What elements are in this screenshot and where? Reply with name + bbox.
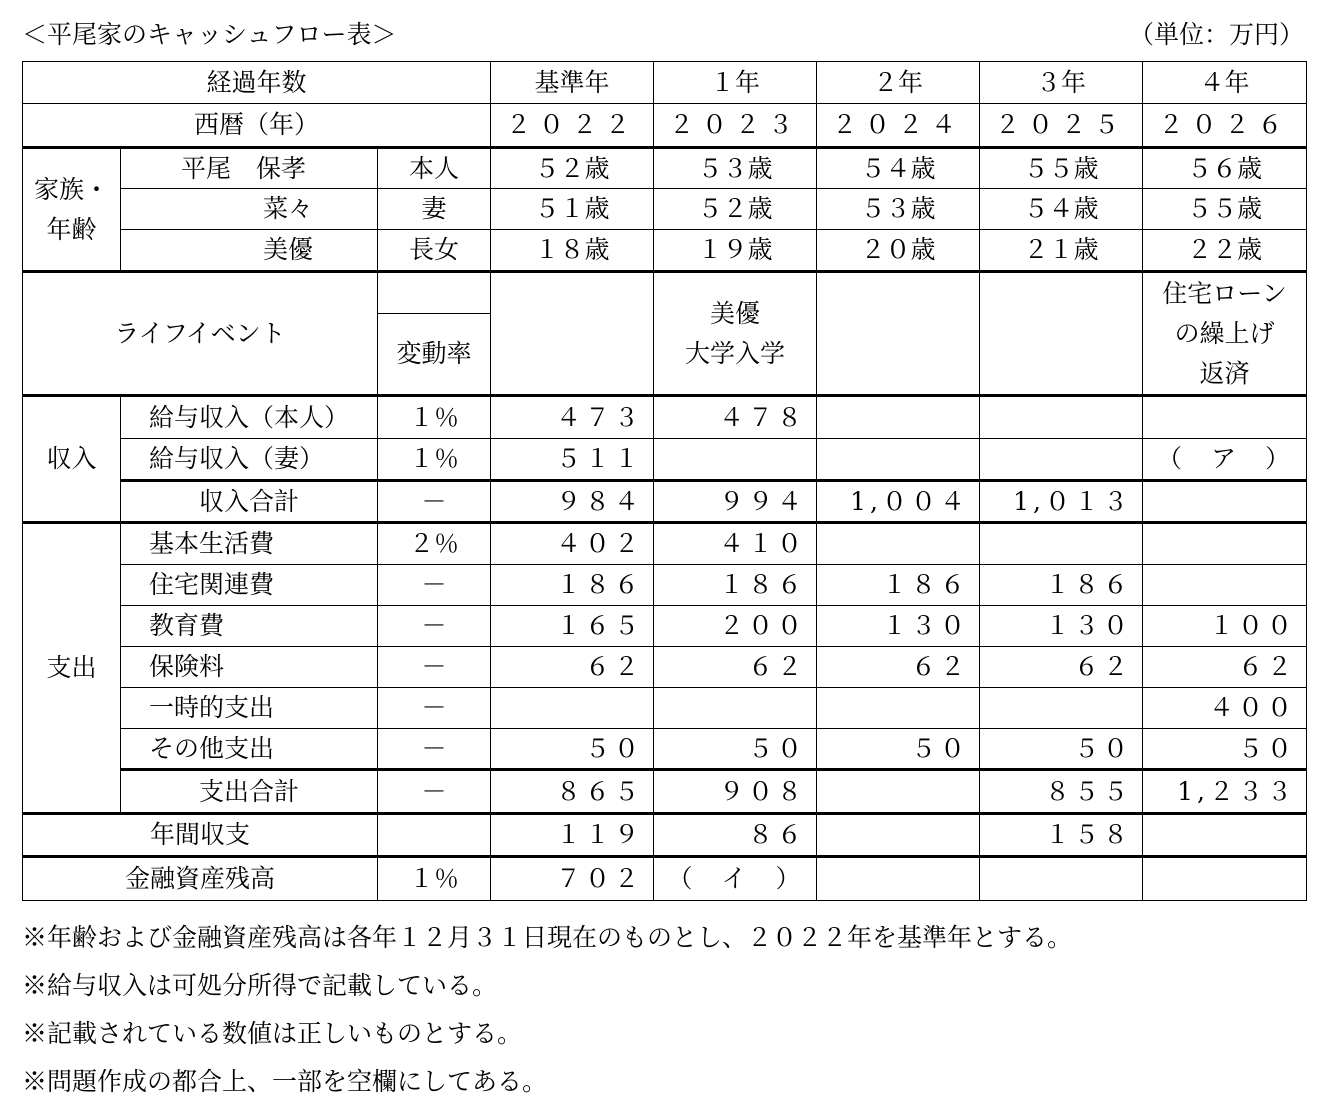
row-label: 年間収支 — [23, 814, 378, 857]
value-cell — [1143, 857, 1307, 901]
value-cell: ６２ — [654, 647, 817, 688]
life-event-cell — [491, 272, 654, 396]
member-relation: 妻 — [378, 189, 491, 230]
notes — [22, 914, 1072, 1106]
year-cell: ２０２６ — [1143, 104, 1307, 148]
cashflow-table — [22, 61, 1307, 901]
row-label: その他支出 — [121, 729, 378, 770]
rate-cell: － — [378, 770, 491, 814]
family-row — [23, 189, 1307, 230]
income-row — [23, 439, 1307, 481]
note-line: ※記載されている数値は正しいものとする。 — [22, 1019, 523, 1048]
age-cell: ２０歳 — [817, 230, 980, 272]
rate-cell: － — [378, 481, 491, 523]
row-label: 住宅関連費 — [121, 565, 378, 606]
value-cell: １００ — [1143, 606, 1307, 647]
answer-a-cell: （ ア ） — [1143, 439, 1307, 481]
value-cell: 1,００４ — [817, 481, 980, 523]
rate-label: 変動率 — [378, 314, 491, 396]
value-cell — [817, 814, 980, 857]
elapsed-cell: １年 — [654, 62, 817, 104]
value-cell — [1143, 396, 1307, 439]
value-cell: ２００ — [654, 606, 817, 647]
value-cell — [817, 439, 980, 481]
elapsed-years-row — [23, 62, 1307, 104]
year-cell: ２０２４ — [817, 104, 980, 148]
rate-spacer — [378, 272, 491, 314]
value-cell: ９９４ — [654, 481, 817, 523]
rate-cell: － — [378, 688, 491, 729]
life-event-text: 住宅ローン の繰上げ 返済 — [1162, 278, 1287, 388]
value-cell: ９０８ — [654, 770, 817, 814]
value-cell: １１９ — [491, 814, 654, 857]
value-cell — [980, 396, 1143, 439]
age-cell: ５４歳 — [817, 148, 980, 189]
value-cell — [980, 857, 1143, 901]
value-cell — [654, 439, 817, 481]
member-relation: 本人 — [378, 148, 491, 189]
elapsed-cell: ３年 — [980, 62, 1143, 104]
rate-cell: － — [378, 729, 491, 770]
age-cell: ５６歳 — [1143, 148, 1307, 189]
age-cell: ５５歳 — [1143, 189, 1307, 230]
value-cell — [1143, 565, 1307, 606]
member-name: 菜々 — [121, 189, 378, 230]
member-name: 平尾 保孝 — [121, 148, 378, 189]
value-cell: ５１１ — [491, 439, 654, 481]
life-event-text: 美優 大学入学 — [684, 298, 785, 368]
rate-cell: １％ — [378, 396, 491, 439]
value-cell: １５８ — [980, 814, 1143, 857]
value-cell: １８６ — [654, 565, 817, 606]
life-event-cell — [1143, 272, 1307, 396]
value-cell — [654, 688, 817, 729]
rate-cell: － — [378, 565, 491, 606]
age-cell: ５２歳 — [491, 148, 654, 189]
income-total-row — [23, 481, 1307, 523]
year-cell: ２０２３ — [654, 104, 817, 148]
value-cell: ８６５ — [491, 770, 654, 814]
expense-row — [23, 523, 1307, 565]
note-line: ※問題作成の都合上、一部を空欄にしてある。 — [22, 1067, 548, 1096]
age-cell: ５５歳 — [980, 148, 1143, 189]
value-cell — [1143, 481, 1307, 523]
elapsed-label: 経過年数 — [23, 62, 491, 104]
row-label: 保険料 — [121, 647, 378, 688]
value-cell: １８６ — [491, 565, 654, 606]
value-cell: ６２ — [1143, 647, 1307, 688]
value-cell: ７０２ — [491, 857, 654, 901]
answer-i-cell: （ イ ） — [654, 857, 817, 901]
value-cell: 1,０１３ — [980, 481, 1143, 523]
value-cell: ４７８ — [654, 396, 817, 439]
member-name: 美優 — [121, 230, 378, 272]
row-label: 収入合計 — [121, 481, 378, 523]
family-row — [23, 148, 1307, 189]
row-label: 給与収入（妻） — [121, 439, 378, 481]
value-cell: ５０ — [1143, 729, 1307, 770]
life-event-cell — [654, 272, 817, 396]
age-cell: ５３歳 — [654, 148, 817, 189]
rate-cell: － — [378, 606, 491, 647]
value-cell: １８６ — [980, 565, 1143, 606]
income-group-label: 収入 — [23, 396, 121, 523]
value-cell: ６２ — [817, 647, 980, 688]
life-event-label: ライフイベント — [23, 272, 378, 396]
age-cell: １８歳 — [491, 230, 654, 272]
expense-row — [23, 729, 1307, 770]
value-cell — [491, 688, 654, 729]
value-cell: ５０ — [491, 729, 654, 770]
value-cell: ４７３ — [491, 396, 654, 439]
age-cell: ５４歳 — [980, 189, 1143, 230]
life-event-cell — [817, 272, 980, 396]
assets-row — [23, 857, 1307, 901]
row-label: 金融資産残高 — [23, 857, 378, 901]
value-cell: ８６ — [654, 814, 817, 857]
member-relation: 長女 — [378, 230, 491, 272]
family-group-label — [23, 148, 121, 272]
year-cell: ２０２５ — [980, 104, 1143, 148]
value-cell — [817, 396, 980, 439]
value-cell: ６２ — [980, 647, 1143, 688]
row-label: 給与収入（本人） — [121, 396, 378, 439]
age-cell: ２２歳 — [1143, 230, 1307, 272]
age-cell: ２１歳 — [980, 230, 1143, 272]
expense-row — [23, 647, 1307, 688]
value-cell: １８６ — [817, 565, 980, 606]
expense-row — [23, 606, 1307, 647]
value-cell: ９８４ — [491, 481, 654, 523]
rate-cell: １％ — [378, 439, 491, 481]
age-cell: ５１歳 — [491, 189, 654, 230]
value-cell: １６５ — [491, 606, 654, 647]
income-row — [23, 396, 1307, 439]
age-cell: ５２歳 — [654, 189, 817, 230]
expense-row — [23, 565, 1307, 606]
rate-cell: １％ — [378, 857, 491, 901]
family-row — [23, 230, 1307, 272]
age-cell: １９歳 — [654, 230, 817, 272]
value-cell: ８５５ — [980, 770, 1143, 814]
annual-balance-row — [23, 814, 1307, 857]
rate-cell: ２％ — [378, 523, 491, 565]
life-event-cell — [980, 272, 1143, 396]
value-cell: ５０ — [980, 729, 1143, 770]
value-cell — [1143, 523, 1307, 565]
family-group-label-line2: 年齢 — [46, 214, 97, 244]
row-label: 一時的支出 — [121, 688, 378, 729]
age-cell: ５３歳 — [817, 189, 980, 230]
family-group-label-line1: 家族・ — [33, 174, 109, 204]
unit-label: （単位：万円） — [1128, 20, 1304, 49]
value-cell: ５０ — [817, 729, 980, 770]
note-line: ※年齢および金融資産残高は各年１２月３１日現在のものとし、２０２２年を基準年とする。 — [22, 923, 1073, 952]
value-cell — [817, 857, 980, 901]
value-cell: ４０２ — [491, 523, 654, 565]
note-line: ※給与収入は可処分所得で記載している。 — [22, 971, 498, 1000]
rate-cell: － — [378, 647, 491, 688]
value-cell — [817, 770, 980, 814]
expense-total-row — [23, 770, 1307, 814]
value-cell — [817, 688, 980, 729]
value-cell: １３０ — [817, 606, 980, 647]
elapsed-cell: 基準年 — [491, 62, 654, 104]
row-label: 基本生活費 — [121, 523, 378, 565]
value-cell — [1143, 814, 1307, 857]
calendar-year-row — [23, 104, 1307, 148]
value-cell: ４１０ — [654, 523, 817, 565]
rate-cell — [378, 814, 491, 857]
life-event-row — [23, 272, 1307, 314]
value-cell: ５０ — [654, 729, 817, 770]
value-cell: １３０ — [980, 606, 1143, 647]
value-cell — [980, 523, 1143, 565]
value-cell — [817, 523, 980, 565]
value-cell — [980, 688, 1143, 729]
row-label: 教育費 — [121, 606, 378, 647]
elapsed-cell: ４年 — [1143, 62, 1307, 104]
expense-group-label: 支出 — [23, 523, 121, 814]
row-label: 支出合計 — [121, 770, 378, 814]
value-cell: ４００ — [1143, 688, 1307, 729]
page-title: ＜平尾家のキャッシュフロー表＞ — [22, 20, 397, 49]
year-cell: ２０２２ — [491, 104, 654, 148]
calendar-label: 西暦（年） — [23, 104, 491, 148]
value-cell: ６２ — [491, 647, 654, 688]
expense-row — [23, 688, 1307, 729]
value-cell: 1,２３３ — [1143, 770, 1307, 814]
value-cell — [980, 439, 1143, 481]
elapsed-cell: ２年 — [817, 62, 980, 104]
